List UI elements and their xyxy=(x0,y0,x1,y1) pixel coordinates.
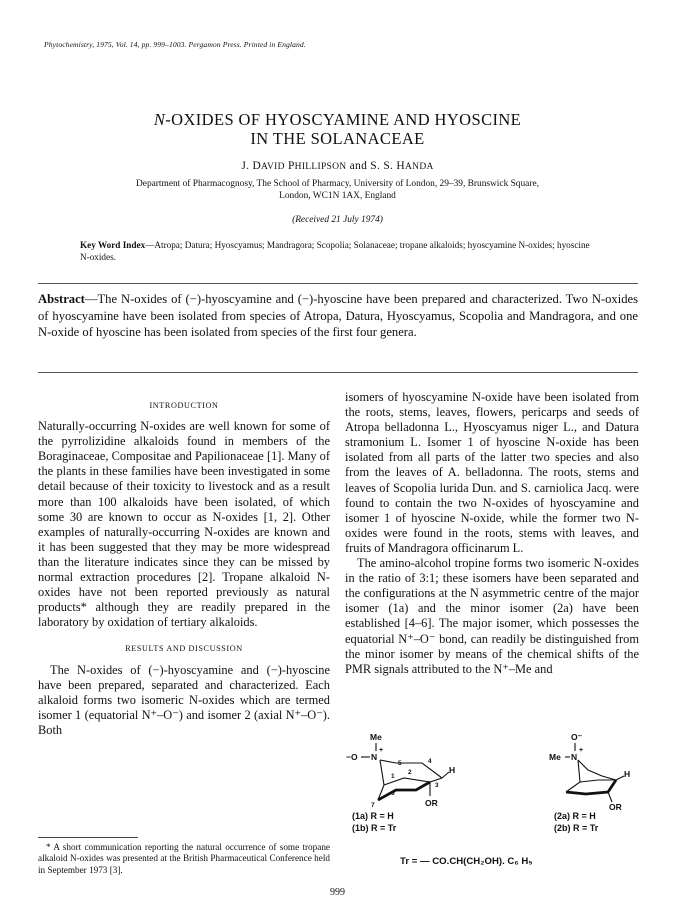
struct1-h-label: H xyxy=(449,765,456,775)
caption-2a: (2a) R = H xyxy=(554,811,596,821)
caption-1b: (1b) R = Tr xyxy=(352,823,397,833)
author-1-p: P xyxy=(284,160,295,172)
structure-isomer-2 xyxy=(549,732,630,833)
struct1-me-label: Me xyxy=(370,732,382,742)
left-column xyxy=(38,398,330,738)
struct2-plus: + xyxy=(579,747,584,754)
abstract xyxy=(38,291,638,341)
struct1-o-label: −O xyxy=(346,752,358,762)
right-paragraph-1: isomers of hyoscyamine N-oxide have been isolated from the roots, stems, leaves, flowers, pericarps and seeds of Atropa belladonna L., Hyoscyamus niger L., and Datura stramonium L. Isomer 1 of hyoscine N-oxide has been isolated from all parts of the latter two species and also from the leaves of A. belladonna. The roots, stems and leaves of Scopolia lurida Dun. and S. carniolica Jacq. were found to contain the two N-oxides of hyoscyamine and isomer 1 of hyoscine N-oxide, while the former two N-oxides were found in the roots, stems with leaves, and fruits of Mandragora officinarum L. xyxy=(345,390,639,555)
caption-1a: (1a) R = H xyxy=(352,811,394,821)
paper-title-line-1 xyxy=(0,110,675,129)
keyword-label: Key Word Index xyxy=(80,240,146,250)
abstract-text: —The N-oxides of (−)-hyoscyamine and (−)-hyoscine have been prepared and characterized. Two N-oxides of hyoscyamine have been isolated from species of Atropa, Datura, Hyoscyamus, Scopolia and Mandragora, and one N-oxide of hyoscine has been isolated from species of the first four genera. xyxy=(38,292,638,339)
struct2-h-label: H xyxy=(624,769,631,779)
page-number: 999 xyxy=(330,887,345,898)
paper-title-line-2: IN THE SOLANACEAE xyxy=(250,129,425,148)
keyword-index xyxy=(80,240,600,263)
author-2-surname: ANDA xyxy=(405,162,434,172)
struct2-me-label: Me xyxy=(549,752,561,762)
divider-top xyxy=(38,283,638,284)
author-1-surname: HILLIPSON xyxy=(294,162,347,172)
author-1-initial: J. D xyxy=(241,160,262,172)
intro-paragraph: Naturally-occurring N-oxides are well known for some of the pyrrolizidine alkaloids found in members of the Boraginaceae, Compositae and Papilionaceae [1]. Many of the plants in these families have been investigated in some detail because of their toxicity to livestock and as a result more than 100 alkaloids have been isolated, of which some 30 are known to occur as N-oxides [1, 2]. Other examples of naturally-occurring N-oxides are known and it has been suggested that they may be more widespread than the literature indicates since they can be missed by normal extraction procedures [2]. Tropane alkaloid N-oxides have not been reported previously as natural products* although they are readily prepared in the laboratory by oxidation of tertiary alkaloids. xyxy=(38,419,330,630)
title-line-1-text: -OXIDES OF HYOSCYAMINE AND HYOSCINE xyxy=(165,110,522,129)
struct2-n-label: N xyxy=(571,752,578,762)
struct1-c4: 4 xyxy=(428,758,432,765)
struct1-c5: 5 xyxy=(398,760,402,767)
struct1-c3: 3 xyxy=(435,782,439,789)
struct1-c6: 6 xyxy=(391,790,395,797)
struct1-c1: 1 xyxy=(391,773,395,780)
author-1-sc: AVID xyxy=(261,162,285,172)
struct1-or-label: OR xyxy=(425,798,438,808)
right-column xyxy=(345,390,639,677)
struct1-plus: + xyxy=(379,747,384,754)
received-date: (Received 21 July 1974) xyxy=(292,215,383,225)
caption-2b: (2b) R = Tr xyxy=(554,823,599,833)
affiliation-line-2: London, WC1N 1AX, England xyxy=(279,190,396,201)
struct2-or-label: OR xyxy=(609,802,622,812)
keyword-text: —Atropa; Datura; Hyoscyamus; Mandragora; Scopolia; Solanaceae; tropane alkaloids; hyoscyamine N-oxides; hyoscine N-oxides. xyxy=(80,240,590,262)
right-paragraph-2: The amino-alcohol tropine forms two isomeric N-oxides in the ratio of 3:1; these isomers have been separated and the configurations at the N asymmetric centre of the major isomer (1a) and the minor isomer (2a) have been established [4–6]. The major isomer, which possesses the equatorial N⁺–O⁻ bond, can readily be distinguished from the minor isomer by means of the chemical shifts of the PMR signals attributed to the N⁺–Me and xyxy=(345,556,639,676)
title-italic-n: N xyxy=(153,110,166,129)
footnote-divider xyxy=(38,837,138,838)
affiliation xyxy=(60,179,615,202)
results-paragraph: The N-oxides of (−)-hyoscyamine and (−)-hyoscine have been prepared, separated and characterized. Each alkaloid forms two isomeric N-oxides which are termed isomer 1 (equatorial N⁺–O⁻) and isomer 2 (axial N⁺–O⁻). Both xyxy=(38,662,330,737)
structure-isomer-1 xyxy=(346,732,455,833)
abstract-label: Abstract xyxy=(38,292,85,306)
struct1-n-label: N xyxy=(371,752,378,762)
author-and: and S. S. H xyxy=(346,160,406,172)
section-heading-results: RESULTS AND DISCUSSION xyxy=(125,644,243,654)
affiliation-line-1: Department of Pharmacognosy, The School of Pharmacy, University of London, 29–39, Brunswick Square, xyxy=(136,179,539,189)
divider-bottom xyxy=(38,372,638,373)
struct1-c2: 2 xyxy=(408,769,412,776)
struct2-o-label: O⁻ xyxy=(571,732,583,742)
struct1-c7: 7 xyxy=(371,802,375,809)
tropine-n-oxide-structures-figure xyxy=(346,730,640,845)
journal-citation: Phytochemistry, 1975, Vol. 14, pp. 999–1003. Pergamon Press. Printed in England. xyxy=(44,40,306,49)
section-heading-introduction: INTRODUCTION xyxy=(149,401,219,410)
author-line xyxy=(0,160,675,172)
footnote: * A short communication reporting the natural occurrence of some tropane alkaloid N-oxides was presented at the British Pharmaceutical Conference held in September 1973 [3]. xyxy=(38,842,330,875)
tr-definition: Tr = — CO.CH(CH₂OH). C₆ H₅ xyxy=(400,856,533,867)
